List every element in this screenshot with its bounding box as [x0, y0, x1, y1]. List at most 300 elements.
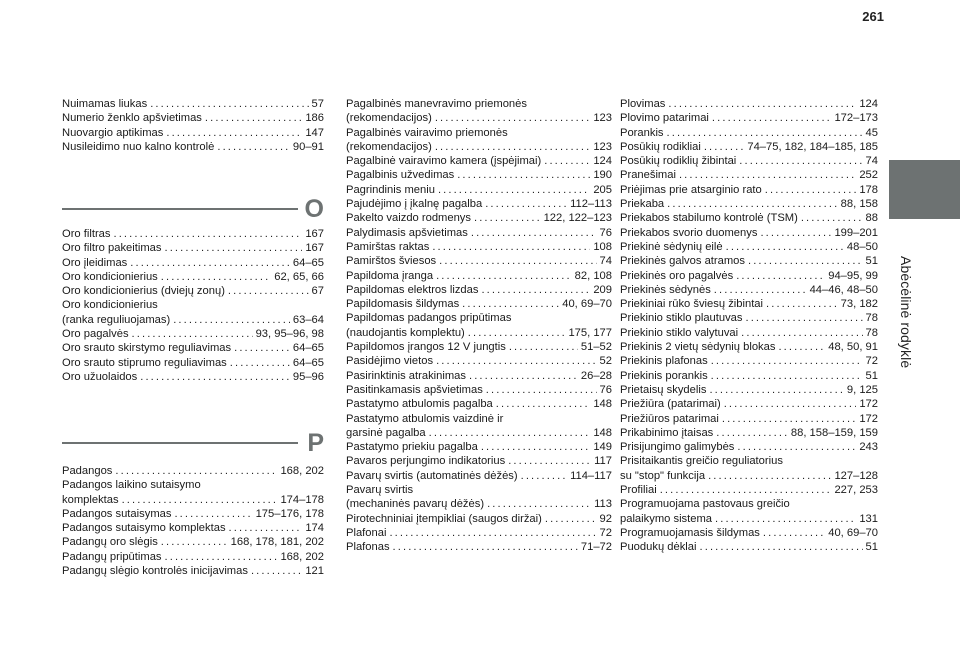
dot-leader — [486, 383, 597, 397]
entry-term: Plovimo patarimai — [620, 112, 709, 125]
dot-leader — [760, 226, 831, 240]
entry-pages: 147 — [305, 126, 324, 139]
entry-term: Pakelto vaizdo rodmenys — [346, 212, 471, 225]
dot-leader — [436, 354, 596, 368]
entry-pages: 149 — [593, 441, 612, 454]
index-entry — [62, 126, 324, 140]
dot-leader — [722, 412, 856, 426]
entry-term: Priekinis porankis — [620, 369, 708, 382]
dot-leader — [679, 168, 856, 182]
entry-term: Papildoma įranga — [346, 269, 434, 282]
dot-leader — [468, 326, 566, 340]
entry-pages: 172–173 — [834, 112, 878, 125]
dot-leader — [130, 256, 290, 270]
entry-pages: 9, 125 — [846, 383, 878, 396]
index-entry — [346, 526, 612, 540]
entry-pages: 63–64 — [292, 313, 324, 326]
entry-term: Pranešimai — [620, 169, 676, 182]
dot-leader — [724, 397, 857, 411]
dot-leader — [778, 340, 825, 354]
index-entry — [346, 369, 612, 383]
index-entry — [346, 440, 612, 454]
entry-pages: 95–96 — [292, 370, 324, 383]
index-entry — [346, 211, 612, 225]
entry-pages: 167 — [305, 228, 324, 240]
section-o-header — [62, 194, 324, 224]
index-entry — [620, 426, 878, 440]
dot-leader — [765, 183, 857, 197]
index-entry — [62, 507, 324, 521]
dot-leader — [217, 140, 290, 154]
dot-leader — [230, 356, 290, 370]
entry-pages: 74–75, 182, 184–185, 185 — [747, 140, 878, 153]
chapter-title — [880, 222, 932, 402]
dot-leader — [132, 327, 253, 341]
entry-term: Priėjimas prie atsarginio rato — [620, 183, 762, 196]
dot-leader — [229, 521, 303, 535]
index-entry — [620, 283, 878, 297]
entry-pages: 52 — [599, 355, 612, 368]
dot-leader — [667, 126, 863, 140]
entry-term: Priekiniai rūko šviesų žibintai — [620, 298, 764, 311]
entry-term: Nuovargio aptikimas — [62, 126, 164, 139]
index-entry — [346, 168, 612, 182]
entry-term: Priekabos stabilumo kontrolė (TSM) — [620, 212, 798, 225]
index-entry — [346, 340, 612, 354]
entry-term: (rekomendacijos) — [346, 112, 432, 125]
entry-pages: 40, 69–70 — [828, 526, 878, 539]
entry-pages: 112–113 — [570, 198, 612, 211]
entry-pages: 74 — [865, 155, 878, 168]
entry-pages: 127–128 — [834, 469, 878, 482]
dot-leader — [161, 270, 271, 284]
entry-pages: 168, 178, 181, 202 — [230, 536, 324, 549]
index-entry — [620, 254, 878, 268]
entry-pages: 82, 108 — [574, 269, 612, 282]
entry-term: Posūkių rodiklių žibintai — [620, 155, 737, 168]
dot-leader — [508, 454, 591, 468]
entry-term: Programuojama pastovaus greičio — [620, 498, 790, 511]
entry-term: (mechaninės pavarų dėžės) — [346, 498, 485, 511]
entry-pages: 76 — [599, 383, 612, 396]
dot-leader — [716, 426, 788, 440]
index-entry — [62, 111, 324, 125]
dot-leader — [481, 283, 590, 297]
index-entry — [346, 126, 612, 140]
entry-term: (naudojantis komplektu) — [346, 326, 465, 339]
index-entry — [346, 197, 612, 211]
index-entry — [62, 140, 324, 154]
index-entry — [346, 469, 612, 483]
entry-pages: 178 — [859, 183, 878, 196]
dot-leader — [150, 97, 308, 111]
entry-term: Nuimamas liukas — [62, 98, 148, 110]
index-entry — [620, 326, 878, 340]
index-entry — [62, 356, 324, 370]
entry-pages: 148 — [593, 398, 612, 411]
index-entry — [620, 269, 878, 283]
index-entry — [62, 270, 324, 284]
entry-pages: 94–95, 99 — [828, 269, 878, 282]
entry-pages: 64–65 — [292, 356, 324, 369]
entry-pages: 57 — [311, 98, 324, 110]
entry-term: Pagalbinis užvedimas — [346, 169, 455, 182]
entry-term: Oro pagalvės — [62, 328, 129, 341]
column-3-entries — [620, 97, 878, 555]
entry-term: Pasirinktinis atrakinimas — [346, 369, 466, 382]
dot-leader — [667, 197, 838, 211]
index-entry — [620, 97, 878, 111]
dot-leader — [509, 340, 578, 354]
dot-leader — [739, 154, 862, 168]
entry-term: Pavarų svirtis (automatinės dėžės) — [346, 469, 518, 482]
dot-leader — [801, 211, 863, 225]
index-entry — [620, 197, 878, 211]
dot-leader — [166, 126, 302, 140]
index-entry — [346, 454, 612, 468]
dot-leader — [700, 540, 863, 554]
index-entry — [346, 512, 612, 526]
entry-term: Oro kondicionierius — [62, 299, 158, 312]
dot-leader — [737, 440, 856, 454]
entry-term: Pamirštas raktas — [346, 240, 430, 253]
entry-pages: 71–72 — [580, 541, 612, 554]
entry-term: Priekinės galvos atramos — [620, 255, 745, 268]
dot-leader — [715, 512, 856, 526]
entry-term: Priežiūra (patarimai) — [620, 398, 721, 411]
dot-leader — [660, 483, 832, 497]
entry-pages: 40, 69–70 — [562, 298, 612, 311]
entry-pages: 205 — [593, 183, 612, 196]
index-entry — [346, 297, 612, 311]
index-entry — [346, 240, 612, 254]
index-entry — [62, 298, 324, 312]
dot-leader — [174, 507, 252, 521]
dot-leader — [704, 140, 745, 154]
entry-pages: 186 — [305, 112, 324, 125]
entry-term: Oro užuolaidos — [62, 370, 138, 383]
entry-term: Pavarų svirtis — [346, 484, 414, 497]
entry-term: Papildomos įrangos 12 V jungtis — [346, 341, 506, 354]
dot-leader — [763, 526, 825, 540]
entry-term: garsinė pagalba — [346, 426, 426, 439]
entry-pages: 26–28 — [580, 369, 612, 382]
entry-term: Pagalbinė vairavimo kamera (įspėjimai) — [346, 155, 542, 168]
index-entry — [620, 226, 878, 240]
dot-leader — [736, 269, 825, 283]
index-entry — [620, 240, 878, 254]
entry-pages: 227, 253 — [834, 484, 878, 497]
entry-pages: 174–178 — [280, 493, 324, 506]
entry-term: Padangų pripūtimas — [62, 550, 162, 563]
entry-pages: 78 — [865, 312, 878, 325]
index-entry — [62, 284, 324, 298]
index-entry — [62, 370, 324, 384]
entry-pages: 88 — [865, 212, 878, 225]
dot-leader — [435, 140, 591, 154]
entry-term: Padangos sutaisymas — [62, 507, 172, 520]
entry-term: Pastatymo atbulomis pagalba — [346, 398, 493, 411]
entry-pages: 114–117 — [570, 469, 612, 482]
index-entry — [346, 140, 612, 154]
entry-pages: 167 — [305, 242, 324, 255]
entry-term: Padangų slėgio kontrolės inicijavimas — [62, 565, 248, 578]
index-entry — [346, 97, 612, 111]
entry-term: Pajudėjimo į įkalnę pagalba — [346, 198, 483, 211]
dot-leader — [228, 284, 309, 298]
dot-leader — [474, 211, 541, 225]
section-p-entries — [62, 464, 324, 578]
index-entry — [62, 227, 324, 241]
dot-leader — [544, 154, 590, 168]
entry-pages: 90–91 — [292, 140, 324, 153]
index-entry — [620, 540, 878, 554]
entry-pages: 48, 50, 91 — [828, 341, 878, 354]
dot-leader — [173, 313, 290, 327]
dot-leader — [140, 370, 290, 384]
entry-term: Oro kondicionierius (dviejų zonų) — [62, 285, 225, 298]
dot-leader — [432, 240, 590, 254]
dot-leader — [164, 241, 302, 255]
entry-pages: 51 — [865, 369, 878, 382]
index-entry — [62, 478, 324, 492]
section-o-rule — [62, 208, 298, 210]
dot-leader — [521, 469, 567, 483]
index-entry — [62, 327, 324, 341]
entry-term: Priekinis plafonas — [620, 355, 708, 368]
entry-pages: 92 — [599, 512, 612, 525]
index-entry — [346, 326, 612, 340]
index-entry — [620, 483, 878, 497]
entry-pages: 72 — [865, 355, 878, 368]
index-entry — [620, 211, 878, 225]
entry-term: Programuojamasis šildymas — [620, 526, 760, 539]
entry-term: Priežiūros patarimai — [620, 412, 719, 425]
entry-term: Numerio ženklo apšvietimas — [62, 112, 202, 125]
entry-pages: 148 — [593, 426, 612, 439]
entry-term: Puodukų dėklai — [620, 541, 697, 554]
index-entry — [346, 426, 612, 440]
entry-term: Pasitinkamasis apšvietimas — [346, 383, 483, 396]
entry-term: Nusileidimo nuo kalno kontrolė — [62, 140, 215, 153]
entry-term: Profiliai — [620, 484, 657, 497]
dot-leader — [457, 168, 590, 182]
index-entry — [346, 540, 612, 554]
entry-term: Prikabinimo įtaisas — [620, 426, 714, 439]
entry-pages: 51–52 — [580, 341, 612, 354]
dot-leader — [115, 464, 277, 478]
entry-term: Pastatymo priekiu pagalba — [346, 441, 478, 454]
index-entry — [620, 526, 878, 540]
entry-term: Prisijungimo galimybės — [620, 441, 735, 454]
index-entry — [346, 354, 612, 368]
index-entry — [620, 297, 878, 311]
dot-leader — [114, 227, 303, 241]
entry-pages: 174 — [305, 522, 324, 535]
entry-pages: 64–65 — [292, 342, 324, 355]
entry-term: Palydimasis apšvietimas — [346, 226, 468, 239]
index-entry — [346, 397, 612, 411]
index-entry — [346, 412, 612, 426]
entry-pages: 190 — [593, 169, 612, 182]
entry-pages: 209 — [593, 283, 612, 296]
index-entry — [620, 183, 878, 197]
entry-term: Oro įleidimas — [62, 256, 128, 269]
section-o — [62, 194, 324, 384]
entry-term: Oro srauto skirstymo reguliavimas — [62, 342, 232, 355]
dot-leader — [462, 297, 559, 311]
dot-leader — [711, 354, 863, 368]
entry-pages: 124 — [593, 155, 612, 168]
entry-term: Prietaisų skydelis — [620, 383, 707, 396]
section-o-entries — [62, 227, 324, 384]
index-entry — [346, 311, 612, 325]
entry-term: Priekinė sėdynių eilė — [620, 240, 723, 253]
entry-term: Papildomas elektros lizdas — [346, 283, 479, 296]
dot-leader — [668, 97, 856, 111]
index-entry — [620, 383, 878, 397]
index-entry — [620, 369, 878, 383]
entry-term: Pavaros perjungimo indikatorius — [346, 455, 506, 468]
entry-term: Priekinio stiklo valytuvai — [620, 326, 739, 339]
index-entry — [62, 550, 324, 564]
entry-pages: 74 — [599, 255, 612, 268]
dot-leader — [438, 183, 590, 197]
entry-term: Priekinės sėdynės — [620, 283, 711, 296]
entry-term: Priekabos svorio duomenys — [620, 226, 758, 239]
entry-term: Oro filtras — [62, 228, 111, 240]
index-entry — [62, 464, 324, 478]
entry-term: Pastatymo atbulomis vaizdinė ir — [346, 412, 504, 425]
entry-term: Oro srauto stiprumo reguliavimas — [62, 356, 227, 369]
index-entry — [620, 512, 878, 526]
dot-leader — [251, 564, 302, 578]
dot-leader — [435, 111, 591, 125]
column-2-entries — [346, 97, 612, 555]
entry-term: Pamirštos šviesos — [346, 255, 437, 268]
top-entries — [62, 97, 324, 154]
section-p-letter: P — [307, 429, 324, 457]
entry-pages: 67 — [311, 285, 324, 298]
entry-term: Padangos laikino sutaisymo — [62, 479, 201, 492]
index-entry — [346, 254, 612, 268]
dot-leader — [471, 226, 597, 240]
entry-pages: 108 — [593, 240, 612, 253]
entry-pages: 45 — [865, 126, 878, 139]
entry-pages: 168, 202 — [280, 465, 324, 477]
entry-term: Papildomasis šildymas — [346, 298, 460, 311]
entry-pages: 122, 122–123 — [543, 212, 612, 225]
entry-pages: 252 — [859, 169, 878, 182]
entry-pages: 62, 65, 66 — [274, 270, 324, 283]
dot-leader — [481, 440, 590, 454]
entry-pages: 172 — [859, 412, 878, 425]
index-entry — [620, 354, 878, 368]
entry-term: palaikymo sistema — [620, 512, 713, 525]
dot-leader — [165, 550, 278, 564]
dot-leader — [393, 540, 578, 554]
dot-leader — [436, 269, 572, 283]
dot-leader — [485, 197, 567, 211]
dot-leader — [161, 535, 228, 549]
index-entry — [346, 383, 612, 397]
dot-leader — [429, 426, 591, 440]
section-p — [62, 428, 324, 578]
index-entry — [346, 283, 612, 297]
entry-pages: 123 — [593, 112, 612, 125]
index-entry — [62, 341, 324, 355]
chapter-title-text: Abėcėlinė rodyklė — [898, 255, 914, 369]
dot-leader — [709, 383, 843, 397]
index-entry — [62, 313, 324, 327]
index-entry — [620, 340, 878, 354]
entry-term: Oro filtro pakeitimas — [62, 242, 162, 255]
entry-term: Padangų oro slėgis — [62, 536, 158, 549]
index-entry — [62, 97, 324, 111]
index-entry — [62, 535, 324, 549]
entry-pages: 64–65 — [292, 256, 324, 269]
entry-term: Pagalbinės manevravimo priemonės — [346, 98, 527, 110]
index-entry — [62, 493, 324, 507]
entry-term: Priekinis 2 vietų sėdynių blokas — [620, 341, 776, 354]
entry-pages: 172 — [859, 398, 878, 411]
entry-term: Posūkių rodikliai — [620, 140, 701, 153]
entry-pages: 76 — [599, 226, 612, 239]
index-entry — [620, 154, 878, 168]
index-entry — [62, 564, 324, 578]
dot-leader — [234, 341, 290, 355]
dot-leader — [746, 311, 863, 325]
index-entry — [346, 483, 612, 497]
dot-leader — [205, 111, 302, 125]
section-p-header — [62, 428, 324, 458]
index-entry — [620, 454, 878, 468]
dot-leader — [389, 526, 596, 540]
entry-pages: 44–46, 48–50 — [809, 283, 878, 296]
dot-leader — [496, 397, 591, 411]
dot-leader — [714, 283, 807, 297]
entry-pages: 48–50 — [846, 240, 878, 253]
entry-term: Padangos — [62, 465, 113, 477]
index-entry — [620, 311, 878, 325]
index-entry — [346, 183, 612, 197]
dot-leader — [122, 493, 278, 507]
dot-leader — [748, 254, 863, 268]
index-entry — [346, 154, 612, 168]
entry-pages: 88, 158 — [840, 198, 878, 211]
entry-pages: 123 — [593, 140, 612, 153]
index-entry — [346, 226, 612, 240]
entry-pages: 199–201 — [834, 226, 878, 239]
entry-term: Priekinės oro pagalvės — [620, 269, 734, 282]
entry-pages: 51 — [865, 255, 878, 268]
entry-term: Papildomas padangos pripūtimas — [346, 312, 512, 325]
dot-leader — [712, 111, 832, 125]
index-entry — [62, 521, 324, 535]
entry-pages: 131 — [859, 512, 878, 525]
entry-pages: 175–176, 178 — [255, 507, 324, 520]
entry-term: (rekomendacijos) — [346, 140, 432, 153]
entry-term: Padangos sutaisymo komplektas — [62, 522, 226, 535]
section-o-letter: O — [304, 195, 324, 223]
index-entry — [346, 269, 612, 283]
entry-term: Oro kondicionierius — [62, 270, 158, 283]
entry-term: su "stop" funkcija — [620, 469, 706, 482]
entry-pages: 113 — [594, 498, 612, 511]
chapter-tab — [889, 160, 960, 219]
index-entry — [346, 111, 612, 125]
entry-pages: 121 — [305, 565, 324, 578]
